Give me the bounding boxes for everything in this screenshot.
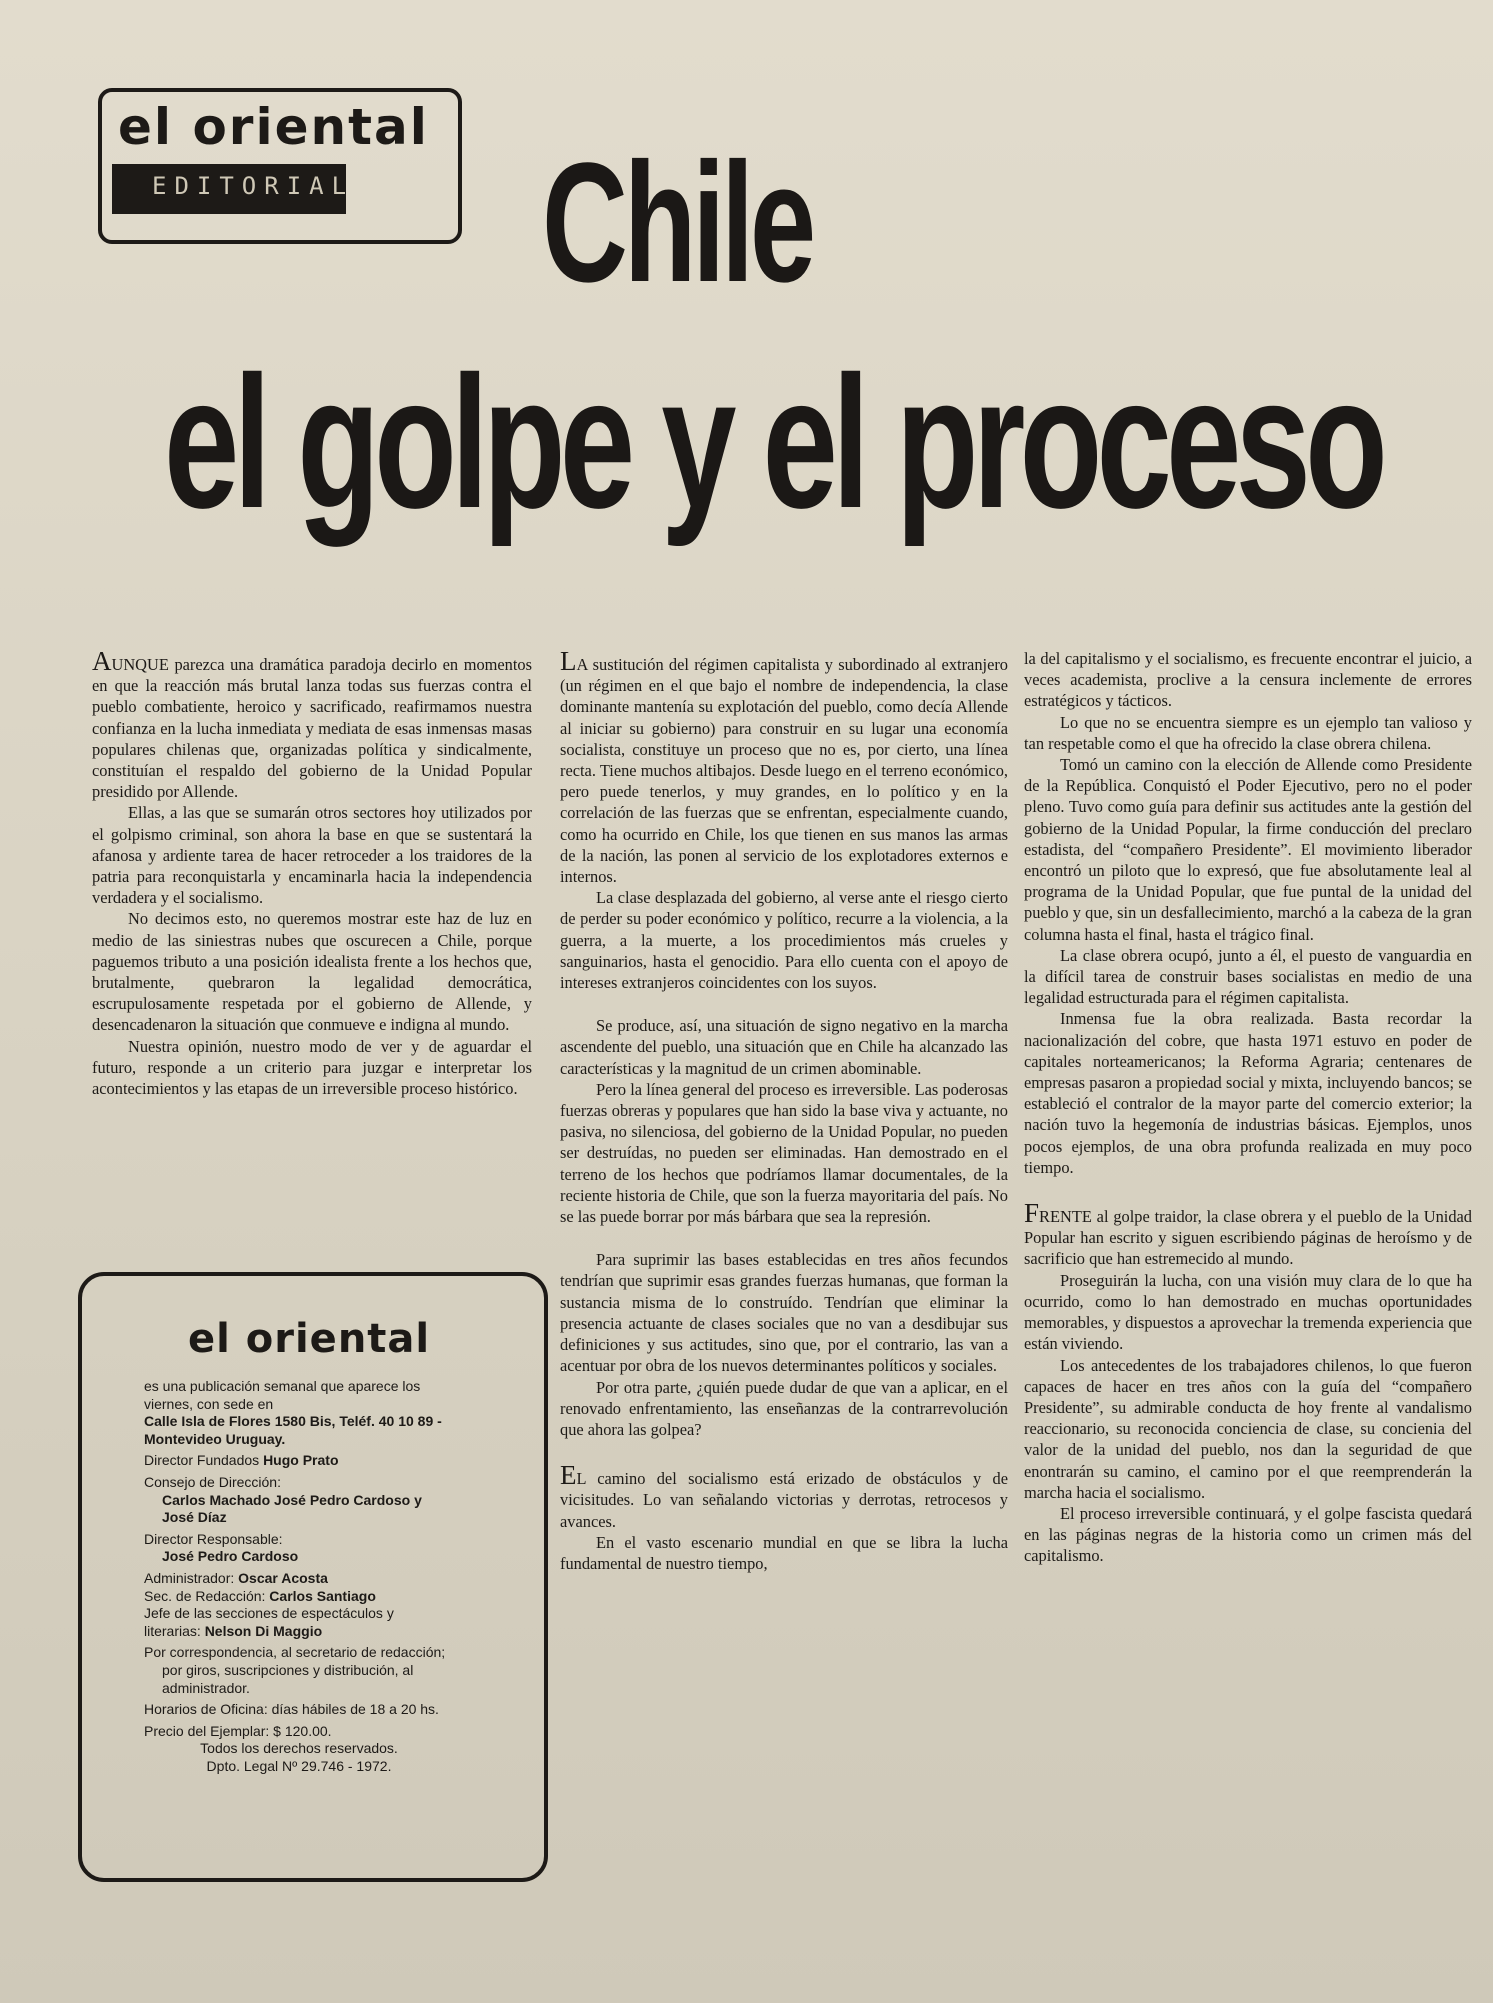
- paragraph: La clase obrera ocupó, junto a él, el puesto de vanguardia en la difícil tarea de construir bases socialistas en medio de una legalidad estructurada para el régimen capitalista.: [1024, 945, 1472, 1008]
- paragraph: Ellas, a las que se sumarán otros sectores hoy utilizados por el golpismo criminal, son ahora la base en que se sustentará la afanosa y ardiente tarea de hacer retroceder a los traidores de la patria para reconquistarla y encaminarla hacia la independencia verdadera y el socialismo.: [92, 803, 532, 908]
- article-column-3: [1024, 648, 1472, 1567]
- info-price: Precio del Ejemplar: $ 120.00.: [144, 1722, 332, 1739]
- paragraph: Lo que no se encuentra siempre es un ejemplo tan valioso y tan respetable como el que ha ofrecido la clase obrera chilena.: [1024, 712, 1472, 753]
- paragraph: EL camino del socialismo está erizado de obstáculos y de vicisitudes. Lo van señalando victorias y derrotas, retrocesos y avances.: [560, 1460, 1008, 1531]
- paragraph: Proseguirán la lucha, con una visión muy clara de lo que ha ocurrido, como lo han demostrado en muchas oportunidades memorables, y dispuestos a aprovechar la tremenda experiencia que están viviendo.: [1024, 1270, 1472, 1354]
- paragraph: En el vasto escenario mundial en que se libra la lucha fundamental de nuestro tiempo,: [560, 1532, 1008, 1573]
- paragraph: Se produce, así, una situación de signo negativo en la marcha ascendente del pueblo, una situación que en Chile ha alcanzado las características y la magnitud de un crimen abominable.: [560, 1016, 1008, 1078]
- info-box-title: el oriental: [188, 1316, 431, 1362]
- info-rights: Todos los derechos reservados.: [200, 1740, 398, 1757]
- masthead-name: el oriental: [118, 98, 429, 156]
- info-box-body: [144, 1378, 454, 1775]
- headline-line-2: el golpe y el proceso: [164, 337, 1383, 547]
- publication-info-box: [78, 1272, 548, 1882]
- info-intro: es una publicación semanal que aparece los viernes, con sede en: [144, 1378, 421, 1412]
- drop-cap: L: [560, 646, 577, 676]
- drop-cap: F: [1024, 1198, 1040, 1229]
- info-responsible-label: Director Responsable:: [144, 1530, 283, 1547]
- paragraph: No decimos esto, no queremos mostrar este haz de luz en medio de las siniestras nubes que oscurecen a Chile, porque paguemos tributo a una posición idealista frente a los hechos que, brutalmente, quebraron la legalidad democrática, escrupulosamente respetada por el gobierno de Allende, y desencadenaron la situación que conmueve e indigna al mundo.: [92, 909, 532, 1035]
- info-correspondence: Por correspondencia, al secretario de redacción; por giros, suscripciones y distribución, al administrador.: [144, 1644, 446, 1696]
- info-admin: Administrador: Oscar Acosta: [144, 1569, 328, 1586]
- info-address: Calle Isla de Flores 1580 Bis, Teléf. 40 10 89 - Montevideo Uruguay.: [144, 1413, 442, 1447]
- info-director-founder: Director Fundados Hugo Prato: [144, 1452, 339, 1469]
- paragraph: LA sustitución del régimen capitalista y subordinado al extranjero (un régimen en el que bajo el nombre de independencia, la clase dominante mantenía su explotación del pueblo, como decía Allende al iniciar su gobierno) para construir en su lugar una economía socialista, constituye un proceso que no es, por cierto, una línea recta. Tiene muchos altibajos. Desde luego en el terreno económico, pero puede tenerlos, y muy grandes, en lo político y en la correlación de las fuerzas que se enfrentan, especialmente cuando, como ha ocurrido en Chile, los que tienen en sus manos las armas de la nación, las ponen al servicio de los explotadores externos e internos.: [560, 646, 1008, 887]
- drop-cap: A: [92, 646, 112, 676]
- masthead-box: [98, 88, 462, 244]
- section-label-bar: [112, 164, 355, 214]
- paragraph: Nuestra opinión, nuestro modo de ver y de aguardar el futuro, responde a un criterio para juzgar e interpretar los acontecimientos y las etapas de un irreversible proceso histórico.: [92, 1036, 532, 1099]
- paragraph: Para suprimir las bases establecidas en tres años fecundos tendrían que suprimir esas grandes fuerzas humanas, que forman la sustancia misma de lo construído. Tendrían que eliminar la presencia actuante de clases sociales que no van a desdibujar sus definiciones y sus actitudes, sino que, por el contrario, las van a acentuar por obra de los nuevos determinantes políticos y sociales.: [560, 1250, 1008, 1376]
- paragraph: FRENTE al golpe traidor, la clase obrera y el pueblo de la Unidad Popular han escrito y siguen escribiendo páginas de heroísmo y de sacrificio que han estremecido al mundo.: [1024, 1198, 1472, 1269]
- info-council-label: Consejo de Dirección:: [144, 1473, 281, 1490]
- section-label: EDITORIAL: [152, 172, 355, 200]
- info-sections: Jefe de las secciones de espectáculos y literarias: Nelson Di Maggio: [144, 1605, 394, 1639]
- info-secretary: Sec. de Redacción: Carlos Santiago: [144, 1587, 376, 1604]
- article-column-2: [560, 648, 1008, 1574]
- paragraph: Por otra parte, ¿quién puede dudar de que van a aplicar, en el renovado enfrentamiento, las enseñanzas de la contrarrevolución que ahora las golpea?: [560, 1377, 1008, 1439]
- paragraph: Pero la línea general del proceso es irreversible. Las poderosas fuerzas obreras y populares que han sido la base viva y actuante, no pasiva, no silenciosa, del gobierno de la Unidad Popular, no pueden ser destruídas, no pueden ser eliminadas. Han demostrado en el terreno de los hechos que podríamos llamar documentales, de la reciente historia de Chile, que son la fuerza mayoritaria del país. No se las puede borrar por más bárbara que sea la represión.: [560, 1079, 1008, 1227]
- paragraph: la del capitalismo y el socialismo, es frecuente encontrar el juicio, a veces academista, proclive a la censura inclemente de errores estratégicos y tácticos.: [1024, 649, 1472, 711]
- info-responsible: José Pedro Cardoso: [162, 1548, 299, 1565]
- paragraph: Los antecedentes de los trabajadores chilenos, lo que fueron capaces de hacer en tres años con la guía del “compañero Presidente”, su admirable conducta de hoy frente al vandalismo reaccionario, su reconocida conciencia de clase, su concienia del valor de la unidad del pueblo, nos dan la seguridad de que enontrarán su camino, el camino por el que reemprenderán la marcha hacia el socialismo.: [1024, 1355, 1472, 1502]
- paragraph: La clase desplazada del gobierno, al verse ante el riesgo cierto de perder su poder económico y político, recurre a la violencia, a la guerra, a la muerte, a los procedimientos más crueles y sanguinarios, hasta el genocidio. Para ello cuenta con el apoyo de intereses extranjeros coincidentes con los suyos.: [560, 888, 1008, 993]
- paragraph: Tomó un camino con la elección de Allende como Presidente de la República. Conquistó el Poder Ejecutivo, pero no el poder pleno. Tuvo como guía para definir sus actitudes ante la gestión del gobierno de la Unidad Popular, la firme conducción del preclaro estadista, del “compañero Presidente”. El movimiento liberador encontró un piloto que lo expresó, que fue absolutamente leal al programa de la Unidad Popular, que fue puntal de la unidad del pueblo y que, sin un desfallecimiento, marchó a la cabeza de la gran columna hasta el final, hasta el trágico final.: [1024, 755, 1472, 944]
- paragraph: El proceso irreversible continuará, y el golpe fascista quedará en las páginas negras de la historia como un crimen más del capitalismo.: [1024, 1503, 1472, 1566]
- paragraph: Inmensa fue la obra realizada. Basta recordar la nacionalización del cobre, que hasta 1971 estuvo en poder de capitales norteamericanos; la Reforma Agraria; centenares de empresas pasaron a propiedad social y mixta, incluyendo bancos; se estableció el contralor de la mayor parte del comercio exterior; la nación tuvo la hegemonía de industrias básicas. Ejemplos, unos pocos ejemplos, de una obra profunda realizada en muy poco tiempo.: [1024, 1009, 1472, 1177]
- article-column-1: [92, 648, 532, 1099]
- info-council: Carlos Machado José Pedro Cardoso y José Díaz: [162, 1491, 422, 1526]
- drop-cap: E: [560, 1460, 577, 1491]
- headline-line-1: Chile: [542, 128, 812, 318]
- paragraph: AUNQUE parezca una dramática paradoja decirlo en momentos en que la reacción más brutal lanza todas sus fuerzas contra el pueblo combatiente, heroico y sacrificado, reafirmamos nuestra confianza en la lucha inmediata y mediata de esas inmensas masas populares chilenas que, organizadas política y sindicalmente, constituían el respaldo del gobierno de la Unidad Popular presidido por Allende.: [92, 646, 532, 802]
- info-hours: Horarios de Oficina: días hábiles de 18 a 20 hs.: [144, 1701, 439, 1718]
- info-legal: Dpto. Legal Nº 29.746 - 1972.: [206, 1757, 392, 1774]
